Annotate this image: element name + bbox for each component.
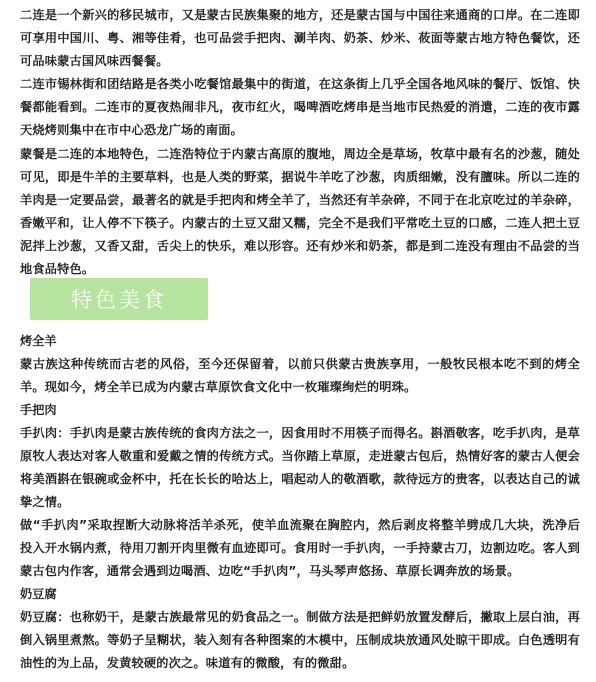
food-item-hand-meat	[20, 399, 580, 583]
food-description: 奶豆腐：也称奶干，是蒙古族最常见的奶食品之一。制做方法是把鲜奶放置发酵后，撇取上层白油，再倒入锅里煮熬。等奶子呈糊状，装入刻有各种图案的木模中，压制成块放通风处晾干即成。白色透明有油性的为上品，发黄较硬的次之。味道有的微酸，有的微甜。	[20, 610, 580, 670]
food-description: 做“手扒肉”采取捏断大动脉将活羊杀死，使羊血流聚在胸腔内，然后剥皮将整羊劈成几大块，洗净后投入开水锅内煮，待用刀割开肉里微有血迹即可。食用时一手扒肉，一手持蒙古刀，边割边吃。客人到蒙古包内作客，通常会遇到边喝酒、边吃“手扒肉”，马头琴声悠扬、草原长调奔放的场景。	[20, 518, 580, 578]
intro-paragraph: 蒙餐是二连的本地特色，二连浩特位于内蒙古高原的腹地，周边全是草场，牧草中最有名的沙葱，随处可见，即是牛羊的主要草料，也是人类的野菜，据说牛羊吃了沙葱，肉质细嫩，没有膻味。所以二连的羊肉是一定要品尝，最著名的就是手把肉和烤全羊了，当然还有羊杂碎，不同于在北京吃过的羊杂碎，香嫩平和，让人停不下筷子。内蒙古的土豆又甜又糯，完全不是我们平常吃土豆的口感，二连人把土豆泥拌上沙葱，又香又甜，舌尖上的快乐，难以形容。还有炒米和奶茶，都是到二连没有理由不品尝的当地食品特色。	[20, 146, 580, 277]
foods-section	[20, 330, 580, 675]
food-description: 手扒肉：手扒肉是蒙古族传统的食肉方法之一，因食用时不用筷子而得名。斟酒敬客，吃手扒肉，是草原牧人表达对客人敬重和爱戴之情的传统方式。当你踏上草原，走进蒙古包后，热情好客的蒙古人便会将美酒斟在银碗或金杯中，托在长长的哈达上，唱起动人的敬酒歌，款待远方的贵客，以表达自己的诚挚之情。	[20, 426, 580, 509]
food-title: 奶豆腐	[20, 587, 57, 601]
food-description: 蒙古族这种传统而古老的风俗，至今还保留着，以前只供蒙古贵族享用，一般牧民根本吃不到的烤全羊。现如今，烤全羊已成为内蒙古草原饮食文化中一枚璀璨绚烂的明珠。	[20, 357, 580, 394]
section-banner-label: 特色美食	[71, 288, 167, 312]
intro-paragraph: 二连是一个新兴的移民城市，又是蒙古民族集聚的地方，还是蒙古国与中国往来通商的口岸。在二连即可享用中国川、粤、湘等佳肴，也可品尝手把肉、涮羊肉、奶茶、炒米、莜面等蒙古地方特色餐饮，还可品味蒙古国风味西餐餐。	[20, 8, 580, 69]
food-title: 手把肉	[20, 403, 57, 417]
intro-section	[20, 4, 580, 281]
section-banner	[30, 278, 208, 320]
intro-paragraph: 二连市锡林街和团结路是各类小吃餐馆最集中的街道，在这条街上几乎全国各地风味的餐厅、饭馆、快餐都能看到。二连市的夏夜热闹非凡，夜市红火，喝啤酒吃烤串是当地市民热爱的消遣，二连的夜市露天烧烤则集中在市中心恐龙广场的南面。	[20, 77, 580, 138]
food-item-milk-tofu	[20, 583, 580, 675]
food-item-roast-lamb	[20, 330, 580, 399]
food-title: 烤全羊	[20, 334, 57, 348]
